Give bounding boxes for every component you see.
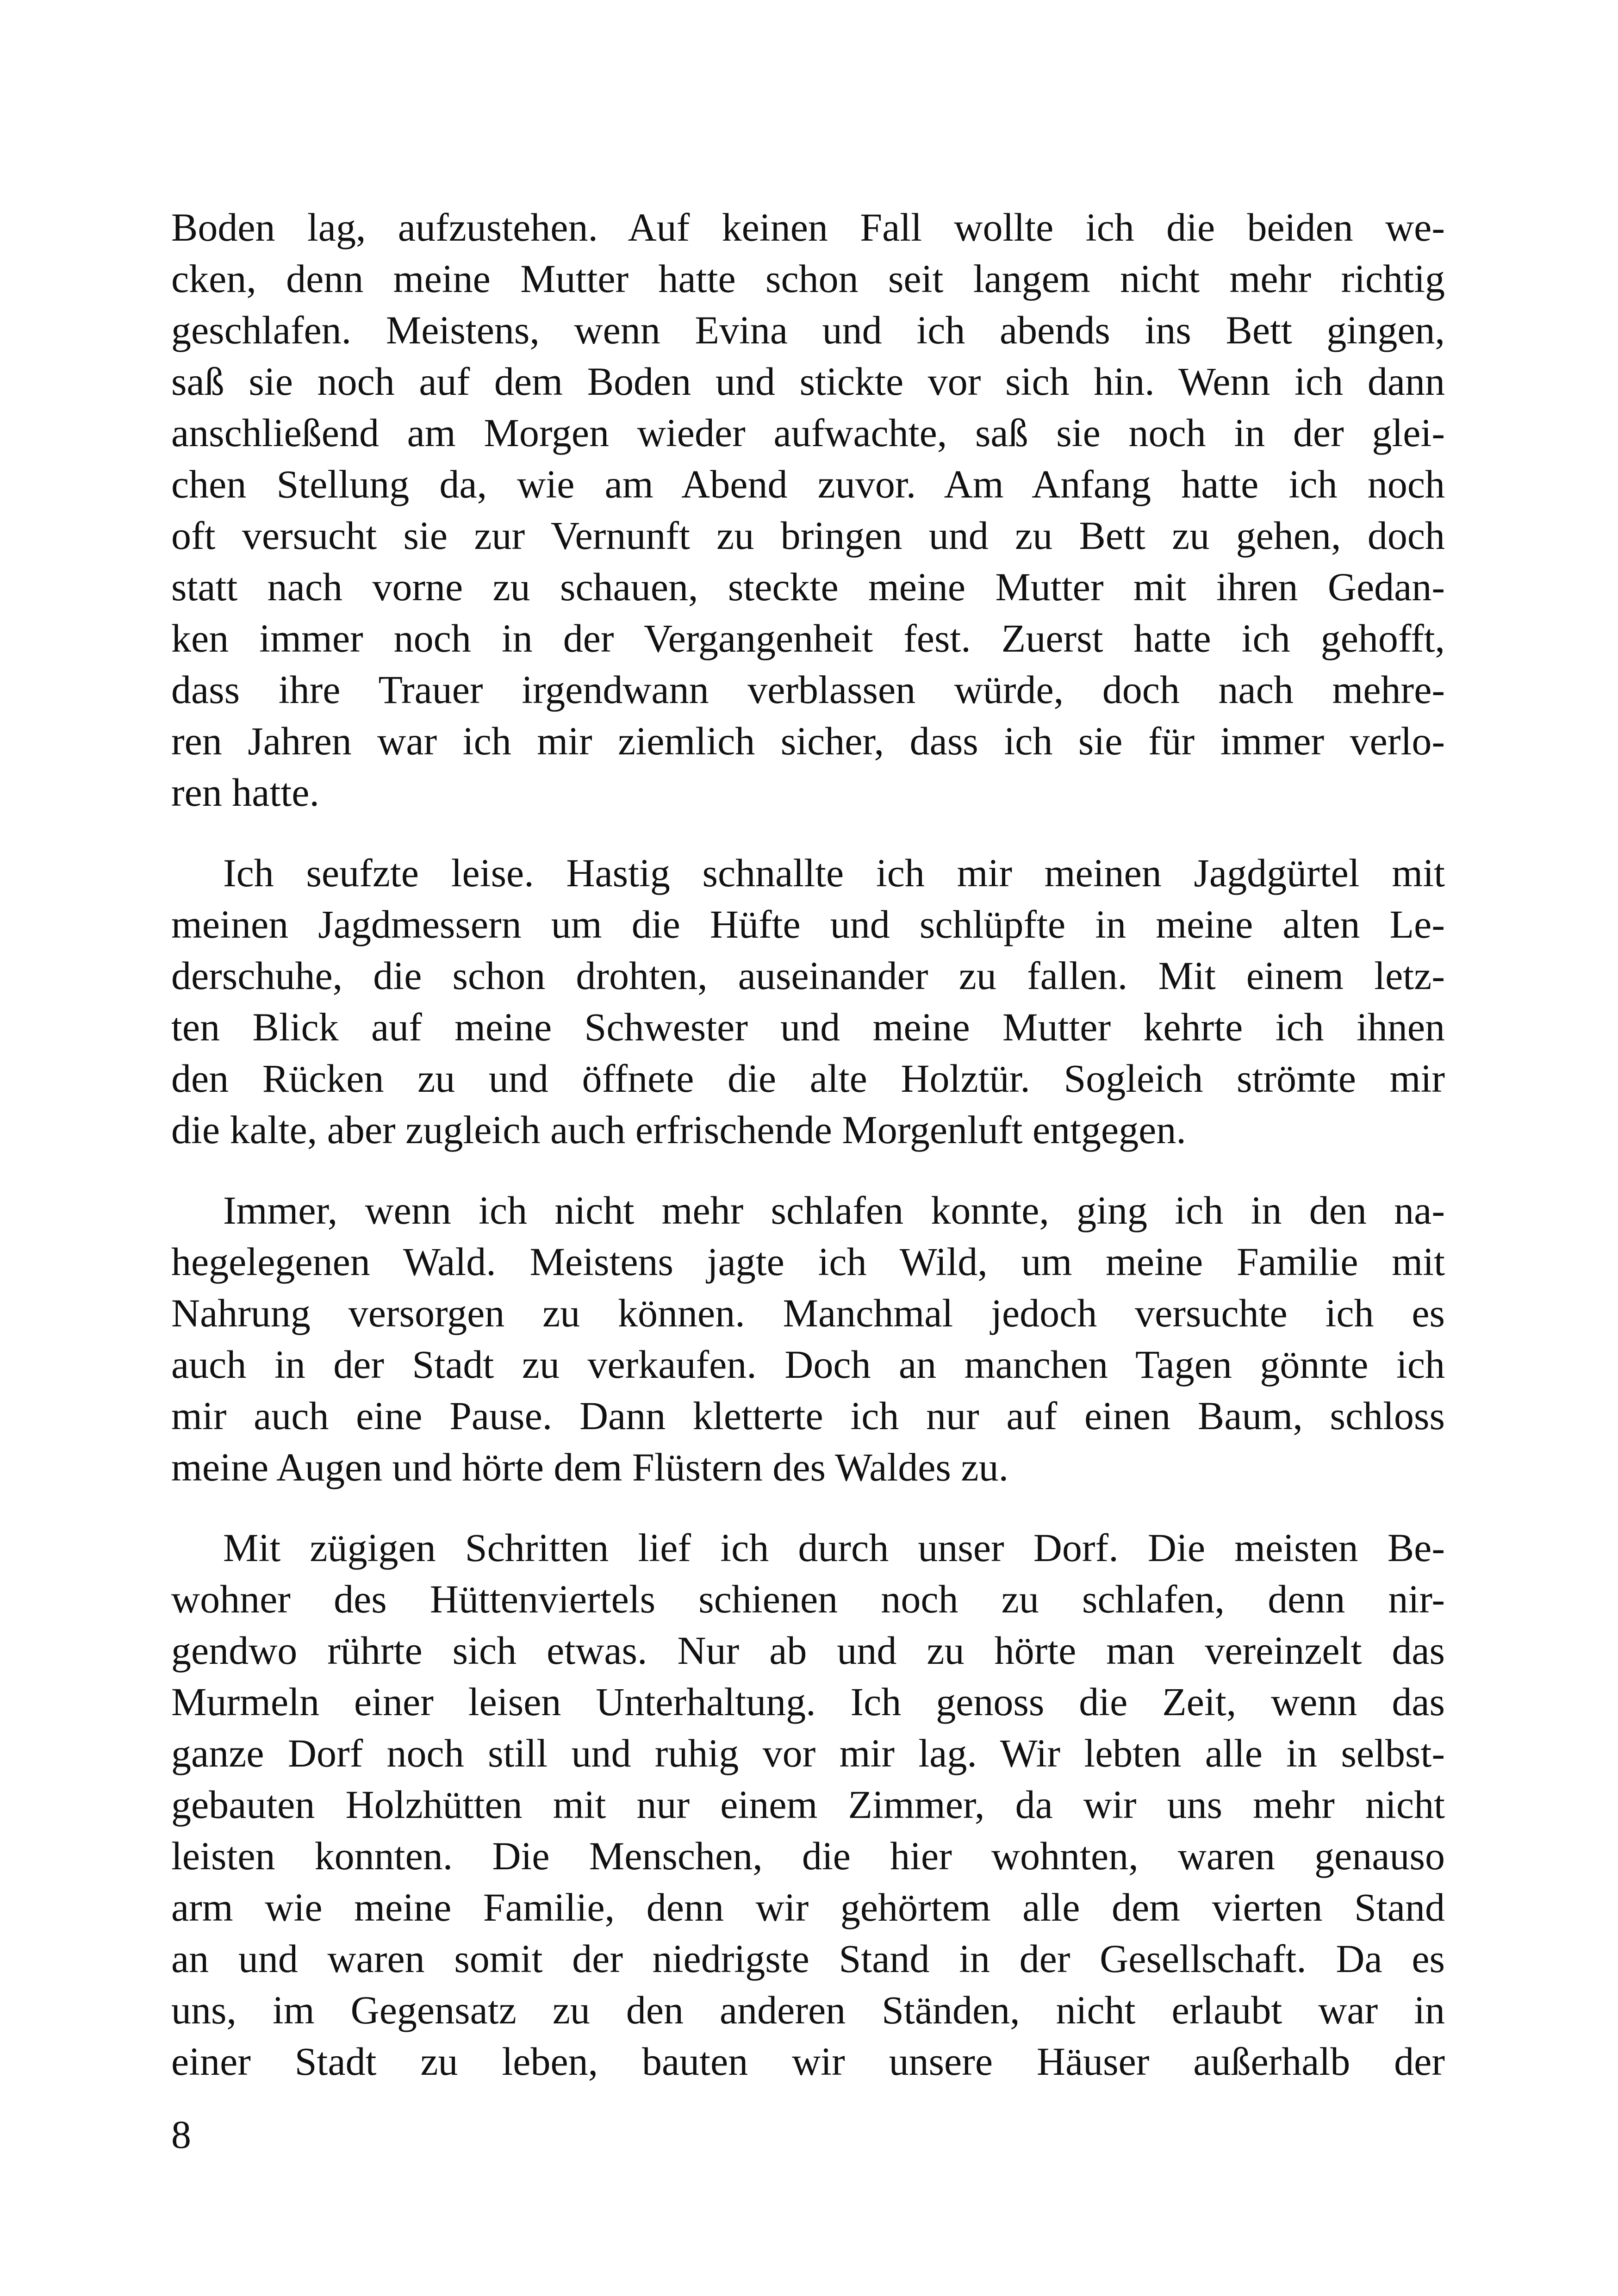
text-line: uns, im Gegensatz zu den anderen Ständen, nicht erlaubt war in [171,1988,1445,2032]
text-line: an und waren somit der niedrigste Stand in der Gesellschaft. Da es [171,1936,1445,1981]
text-line: die kalte, aber zugleich auch erfrischende Morgenluft entgegen. [171,1108,1186,1152]
text-line: cken, denn meine Mutter hatte schon seit langem nicht mehr richtig [171,256,1445,301]
text-line: saß sie noch auf dem Boden und stickte vor sich hin. Wenn ich dann [171,359,1445,404]
text-line: hegelegenen Wald. Meistens jagte ich Wild, um meine Familie mit [171,1239,1445,1284]
text-line: einer Stadt zu leben, bauten wir unsere Häuser außerhalb der [171,2039,1445,2084]
text-line: auch in der Stadt zu verkaufen. Doch an manchen Tagen gönnte ich [171,1342,1445,1387]
text-line: Murmeln einer leisen Unterhaltung. Ich genoss die Zeit, wenn das [171,1680,1445,1724]
text-line: Immer, wenn ich nicht mehr schlafen konnte, ging ich in den na- [223,1188,1445,1232]
text-line: wohner des Hüttenviertels schienen noch zu schlafen, denn nir- [171,1577,1445,1621]
paragraph-4 [171,1522,1445,2087]
paragraph-2 [171,847,1445,1156]
page-number: 8 [171,2112,191,2157]
paragraph-3 [171,1185,1445,1493]
text-line: Nahrung versorgen zu können. Manchmal jedoch versuchte ich es [171,1291,1445,1335]
text-line: leisten konnten. Die Menschen, die hier wohnten, waren genauso [171,1834,1445,1878]
text-line: Mit zügigen Schritten lief ich durch unser Dorf. Die meisten Be- [223,1525,1445,1570]
text-line: Boden lag, aufzustehen. Auf keinen Fall wollte ich die beiden we- [171,205,1445,249]
text-line: oft versucht sie zur Vernunft zu bringen und zu Bett zu gehen, doch [171,513,1445,558]
text-line: chen Stellung da, wie am Abend zuvor. Am Anfang hatte ich noch [171,462,1445,506]
text-line: statt nach vorne zu schauen, steckte meine Mutter mit ihren Gedan- [171,565,1445,609]
text-line: anschließend am Morgen wieder aufwachte, saß sie noch in der glei- [171,411,1445,455]
text-line: geschlafen. Meistens, wenn Evina und ich abends ins Bett gingen, [171,308,1445,352]
text-line: derschuhe, die schon drohten, auseinander zu fallen. Mit einem letz- [171,953,1445,998]
text-line: ganze Dorf noch still und ruhig vor mir lag. Wir lebten alle in selbst- [171,1731,1445,1775]
text-line: arm wie meine Familie, denn wir gehörtem alle dem vierten Stand [171,1885,1445,1929]
text-line: gebauten Holzhütten mit nur einem Zimmer, da wir uns mehr nicht [171,1782,1445,1827]
text-line: gendwo rührte sich etwas. Nur ab und zu hörte man vereinzelt das [171,1628,1445,1673]
text-line: ren hatte. [171,770,319,815]
text-line: meinen Jagdmessern um die Hüfte und schlüpfte in meine alten Le- [171,902,1445,946]
text-line: mir auch eine Pause. Dann kletterte ich nur auf einen Baum, schloss [171,1394,1445,1438]
text-line: meine Augen und hörte dem Flüstern des Waldes zu. [171,1445,1009,1489]
paragraph-1 [171,202,1445,818]
text-line: ten Blick auf meine Schwester und meine Mutter kehrte ich ihnen [171,1005,1445,1049]
text-line: dass ihre Trauer irgendwann verblassen würde, doch nach mehre- [171,667,1445,712]
text-line: den Rücken zu und öffnete die alte Holztür. Sogleich strömte mir [171,1056,1445,1101]
text-line: ren Jahren war ich mir ziemlich sicher, dass ich sie für immer verlo- [171,719,1445,763]
text-line: ken immer noch in der Vergangenheit fest. Zuerst hatte ich gehofft, [171,616,1445,660]
text-line: Ich seufzte leise. Hastig schnallte ich mir meinen Jagdgürtel mit [223,851,1445,895]
body-text [171,202,1445,2087]
